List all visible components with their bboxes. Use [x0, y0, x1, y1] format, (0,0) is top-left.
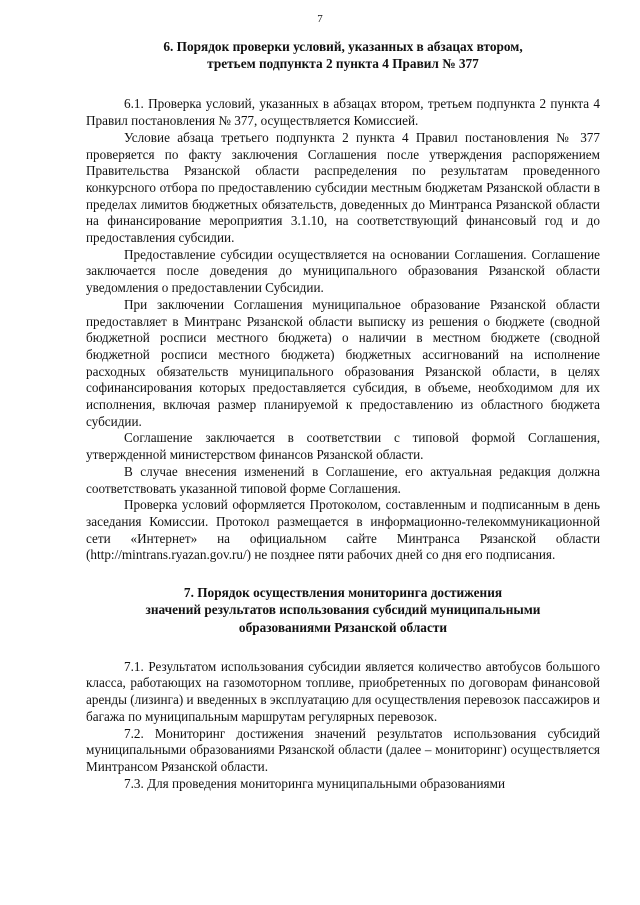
- section-6-heading-line-1: 6. Порядок проверки условий, указанных в абзацах втором,: [163, 39, 523, 54]
- paragraph-6-typical-form: Соглашение заключается в соответствии с типовой формой Соглашения, утвержденной министерством финансов Рязанской области.: [86, 430, 600, 463]
- paragraph-6-1: 6.1. Проверка условий, указанных в абзацах втором, третьем подпункта 2 пункта 4 Правил постановления № 377, осуществляется Комиссией.: [86, 96, 600, 129]
- section-7-heading-line-3: образованиями Рязанской области: [238, 619, 448, 635]
- section-7-heading: [86, 584, 600, 636]
- section-6-heading: [86, 38, 600, 72]
- paragraph-6-protocol: Проверка условий оформляется Протоколом, составленным и подписанным в день заседания Комиссии. Протокол размещается в информационно-телекоммуникационной сети «Интернет» на официальном сайте Минтранса Рязанской области (http://mintrans.ryazan.gov.ru/) не позднее пяти рабочих дней со дня его подписания.: [86, 497, 600, 563]
- section-6-heading-line-2: третьем подпункта 2 пункта 4 Правил № 377: [207, 56, 479, 72]
- section-7-heading-line-2: значений результатов использования субсидий муниципальными: [145, 602, 541, 618]
- paragraph-6-condition: Условие абзаца третьего подпункта 2 пункта 4 Правил постановления № 377 проверяется по факту заключения Соглашения после утверждения распоряжением Правительства Рязанской области распределения по результатам проведенного конкурсного отбора по предоставлению субсидии местным бюджетам Рязанской области в пределах лимитов бюджетных обязательств, доведенных до Минтранса Рязанской области на финансирование мероприятия 3.1.10, на соответствующий финансовый год и до предоставления субсидии.: [86, 129, 600, 246]
- paragraph-7-1: 7.1. Результатом использования субсидии является количество автобусов большого класса, работающих на газомоторном топливе, приобретенных по договорам финансовой аренды (лизинга) и введенных в эксплуатацию для осуществления перевозок пассажиров и багажа по муниципальным маршрутам регулярных перевозок.: [86, 658, 600, 724]
- paragraph-7-3: 7.3. Для проведения мониторинга муниципальными образованиями: [124, 775, 506, 791]
- paragraph-6-amendments: В случае внесения изменений в Соглашение, его актуальная редакция должна соответствовать указанной типовой форме Соглашения.: [86, 463, 600, 496]
- paragraph-6-provision: Предоставление субсидии осуществляется на основании Соглашения. Соглашение заключается после доведения до муниципального образования Рязанской области уведомления о предоставлении Субсидии.: [86, 246, 600, 296]
- page-number: 7: [317, 13, 323, 25]
- paragraph-6-agreement-docs: При заключении Соглашения муниципальное образование Рязанской области предоставляет в Минтранс Рязанской области выписку из решения о бюджете (сводной бюджетной росписи местного бюджета) о наличии в местном бюджете (сводной бюджетной росписи местного бюджета) бюджетных ассигнований на исполнение расходных обязательств муниципального образования Рязанской области, в целях софинансирования которых предоставляется субсидия, в объеме, необходимом для их исполнения, включая размер планируемой к предоставлению из областного бюджета субсидии.: [86, 296, 600, 429]
- paragraph-7-2: 7.2. Мониторинг достижения значений результатов использования субсидий муниципальными образованиями Рязанской области (далее – мониторинг) осуществляется Минтрансом Рязанской области.: [86, 725, 600, 774]
- section-7-heading-line-1: 7. Порядок осуществления мониторинга достижения: [183, 585, 503, 601]
- document-body: [86, 38, 600, 792]
